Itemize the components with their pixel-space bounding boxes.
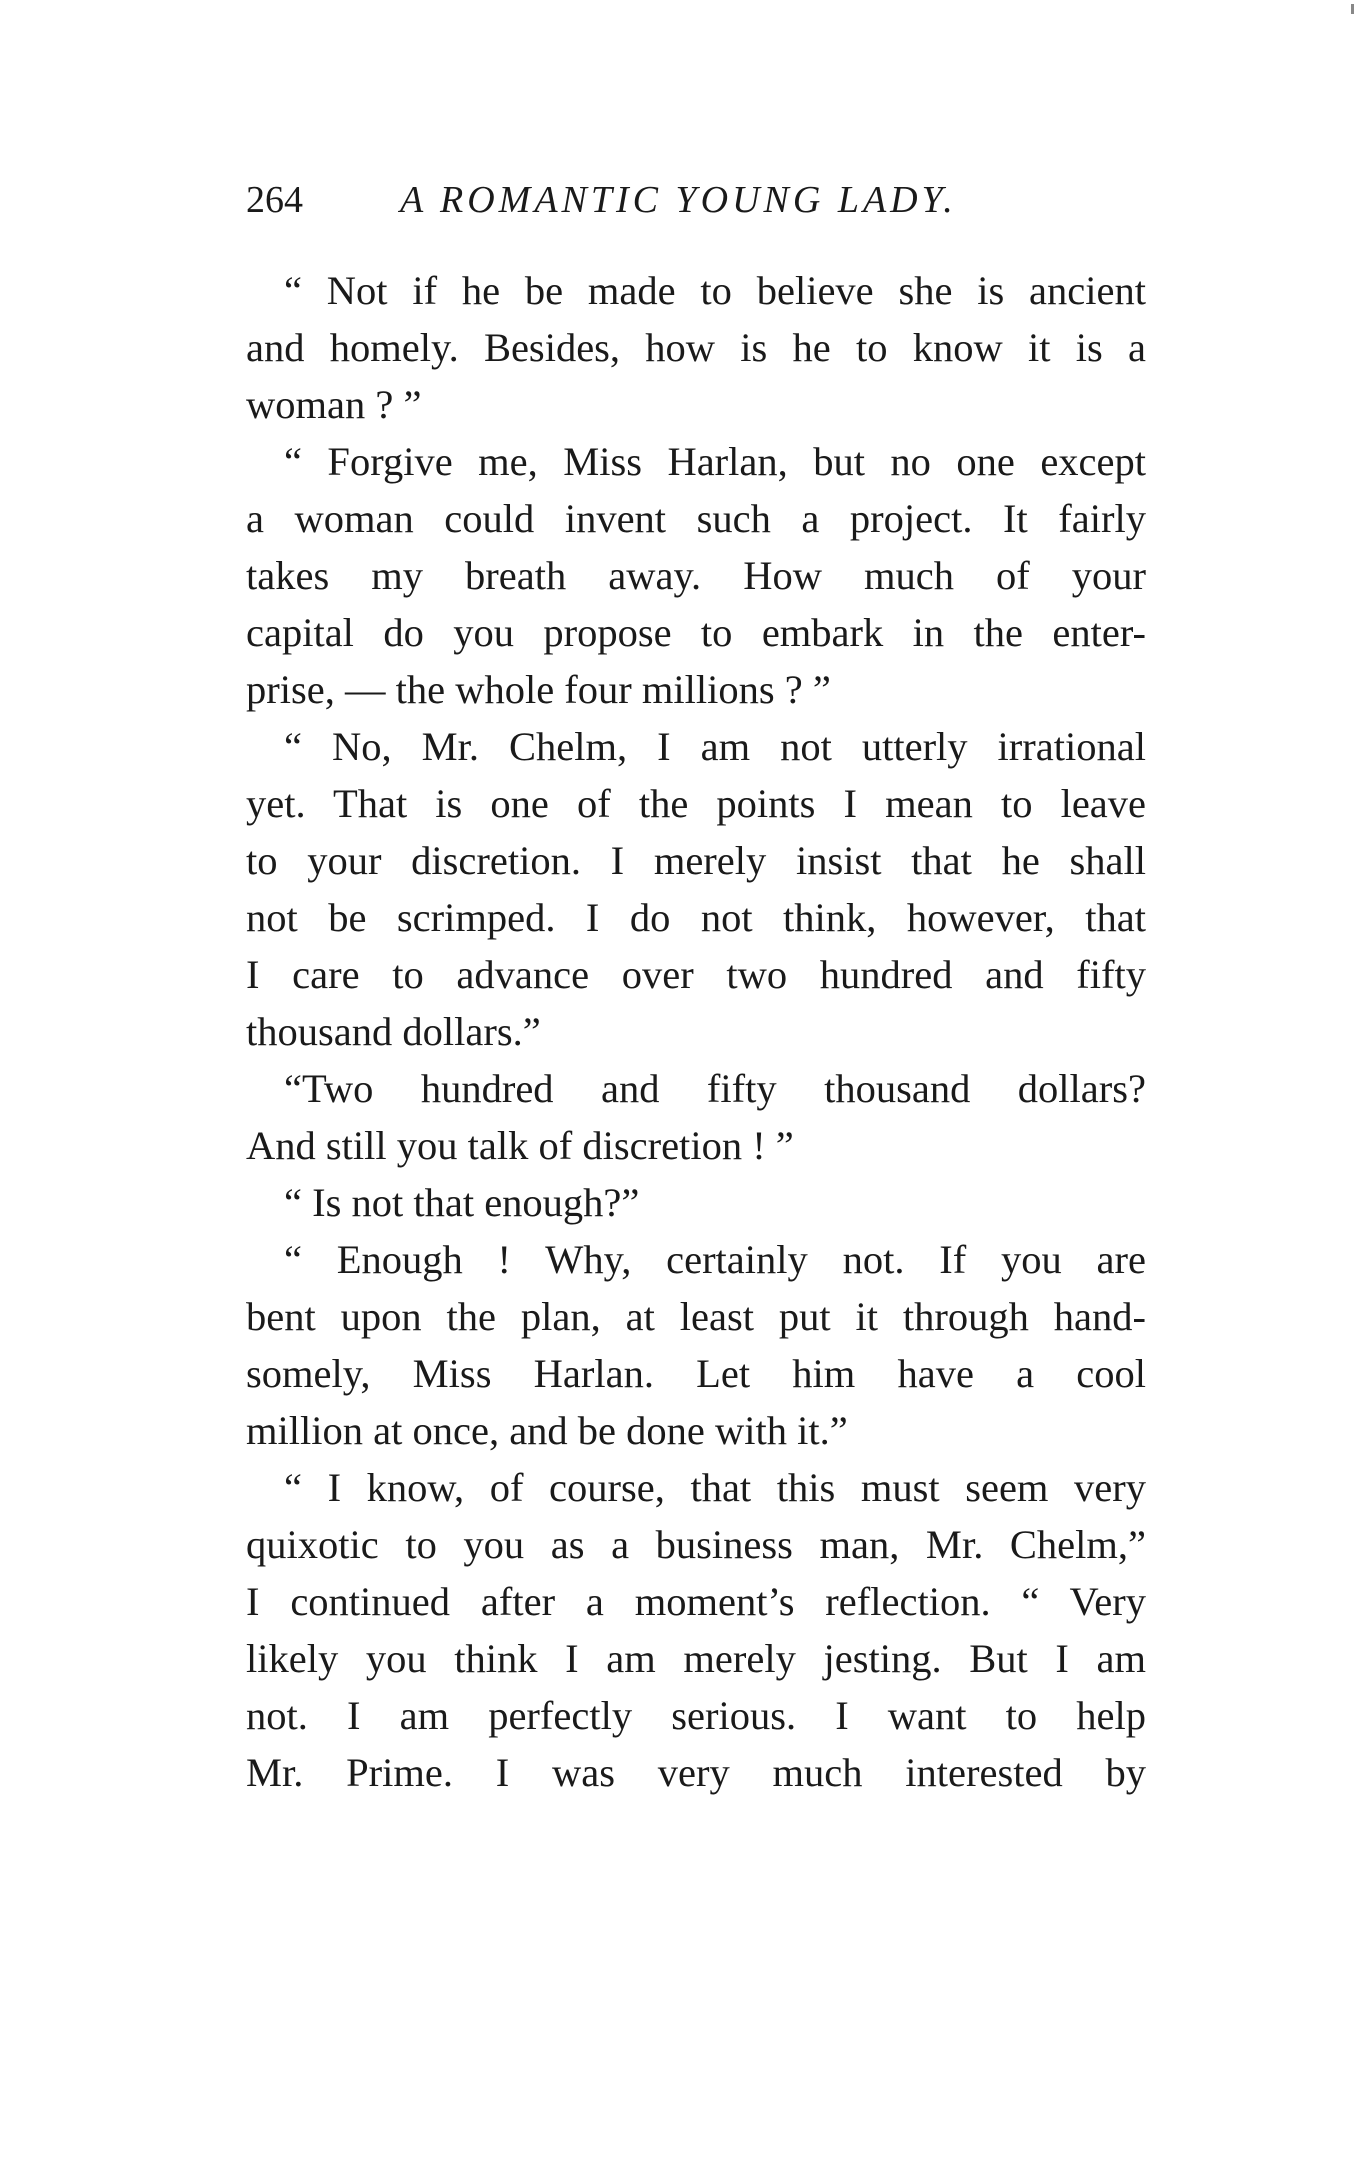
text-line: And still you talk of discretion ! ” (246, 1123, 794, 1168)
text-line: prise, — the whole four millions ? ” (246, 667, 831, 712)
text-line: likely you think I am merely jesting. But I am (246, 1636, 1146, 1681)
scan-edge-mark (1351, 4, 1354, 14)
running-title: A ROMANTIC YOUNG LADY. (400, 179, 957, 221)
text-line: million at once, and be done with it.” (246, 1408, 848, 1453)
text-line: “ Enough ! Why, certainly not. If you are (284, 1237, 1146, 1282)
text-line: quixotic to you as a business man, Mr. Chelm,” (246, 1522, 1146, 1567)
text-line: I continued after a moment’s reflection. “ Very (246, 1579, 1146, 1624)
text-line: a woman could invent such a project. It fairly (246, 496, 1146, 541)
text-line: takes my breath away. How much of your (246, 553, 1146, 598)
text-line: “ No, Mr. Chelm, I am not utterly irrational (284, 724, 1146, 769)
text-line: yet. That is one of the points I mean to leave (246, 781, 1146, 826)
text-line: not. I am perfectly serious. I want to help (246, 1693, 1146, 1738)
text-line: “ Not if he be made to believe she is ancient (284, 268, 1146, 313)
text-line: “ Is not that enough?” (284, 1180, 640, 1225)
text-line: “ Forgive me, Miss Harlan, but no one except (284, 439, 1146, 484)
body-text (246, 262, 1146, 1801)
text-line: “ I know, of course, that this must seem very (284, 1465, 1146, 1510)
text-line: woman ? ” (246, 382, 422, 427)
text-line: thousand dollars.” (246, 1009, 541, 1054)
text-line: I care to advance over two hundred and fifty (246, 952, 1146, 997)
text-line: and homely. Besides, how is he to know it is a (246, 325, 1146, 370)
text-line: to your discretion. I merely insist that he shall (246, 838, 1146, 883)
text-line: bent upon the plan, at least put it through hand- (246, 1294, 1146, 1339)
text-line: Mr. Prime. I was very much interested by (246, 1750, 1146, 1795)
text-line: capital do you propose to embark in the enter- (246, 610, 1146, 655)
text-line: “Two hundred and fifty thousand dollars? (284, 1066, 1146, 1111)
text-line: somely, Miss Harlan. Let him have a cool (246, 1351, 1146, 1396)
text-line: not be scrimped. I do not think, however, that (246, 895, 1146, 940)
page-number: 264 (246, 179, 303, 221)
page-header (246, 170, 1146, 230)
